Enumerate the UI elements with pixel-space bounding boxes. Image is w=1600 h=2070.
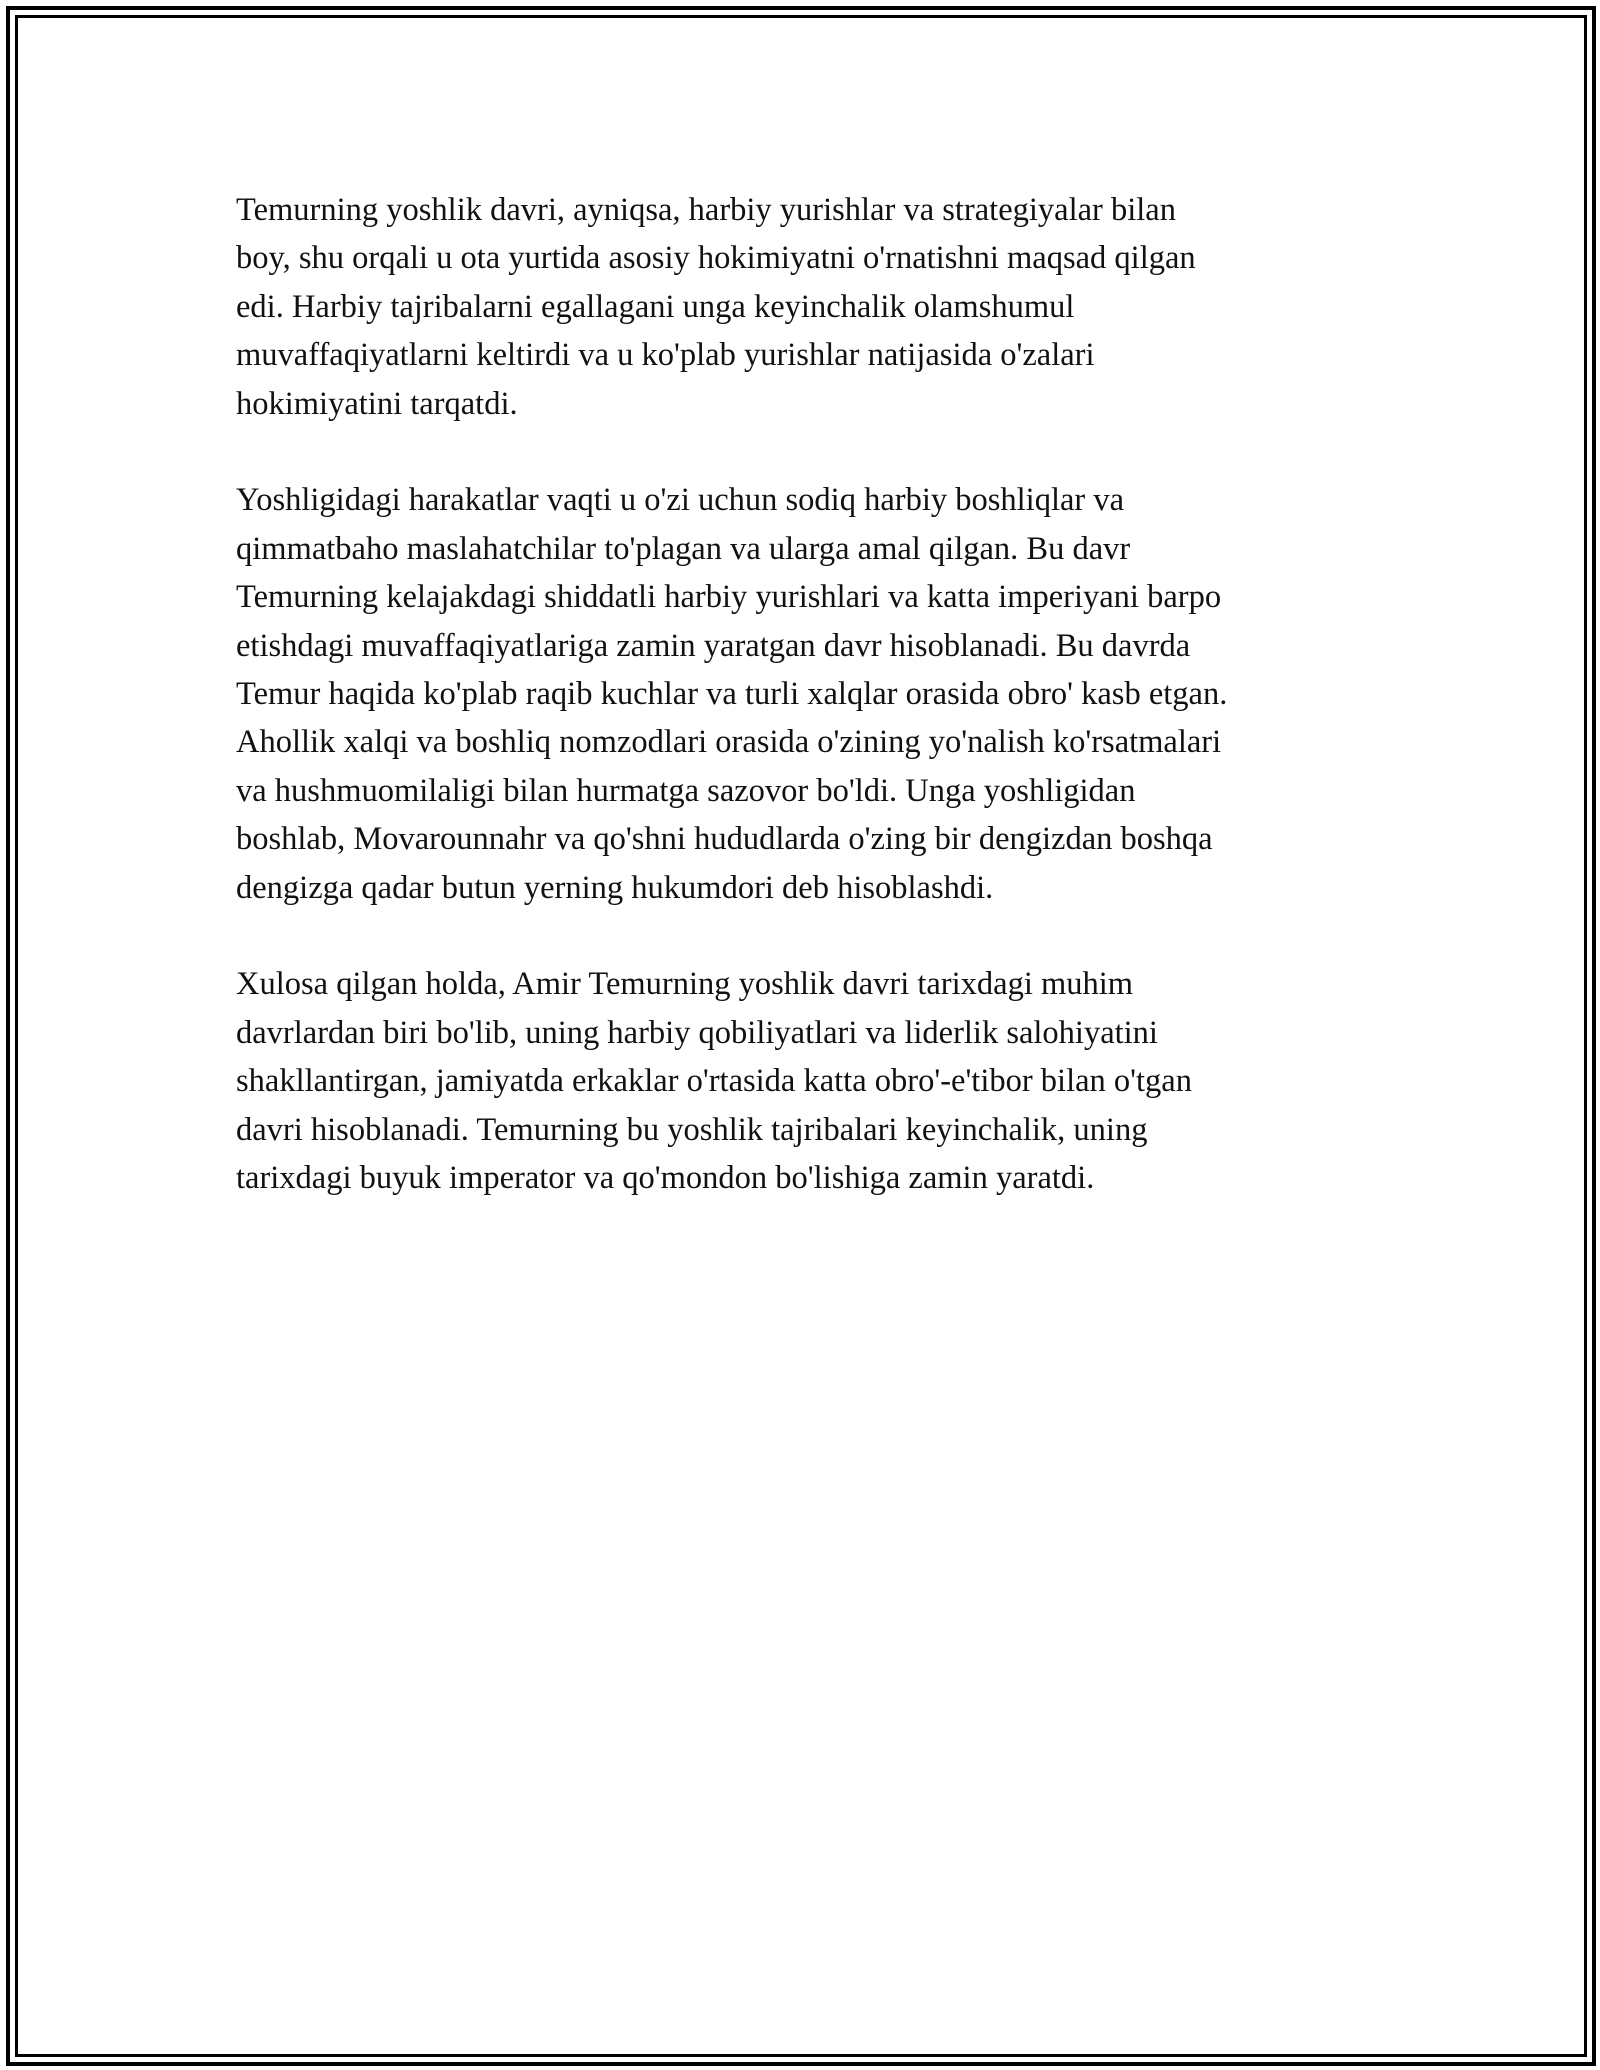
paragraph-1: Temurning yoshlik davri, ayniqsa, harbiy yurishlar va strategiyalar bilan boy, shu orqali u ota yurtida asosiy hokimiyatni o'rnatishni maqsad qilgan edi. Harbiy tajribalarni egallagani unga keyinchalik olamshumul muvaffaqiyatlarni keltirdi va u ko'plab yurishlar natijasida o'zalari hokimiyatini tarqatdi. [236, 192, 1196, 422]
paragraph-2: Yoshligidagi harakatlar vaqti u o'zi uchun sodiq harbiy boshliqlar va qimmatbaho maslahatchilar to'plagan va ularga amal qilgan. Bu davr Temurning kelajakdagi shiddatli harbiy yurishlari va katta imperiyani barpo etishdagi muvaffaqiyatlariga zamin yaratgan davr hisoblanadi. Bu davrda Temur haqida ko'plab raqib kuchlar va turli xalqlar orasida obro' kasb etgan. Ahollik xalqi va boshliq nomzodlari orasida o'zining yo'nalish ko'rsatmalari va hushmuomilaligi bilan hurmatga sazovor bo'ldi. Unga yoshligidan boshlab, Movarounnahr va qo'shni hududlarda o'zing bir dengizdan boshqa dengizga qadar butun yerning hukumdori deb hisoblashdi. [236, 482, 1228, 906]
paragraph-3: Xulosa qilgan holda, Amir Temurning yoshlik davri tarixdagi muhim davrlardan biri bo'lib, uning harbiy qobiliyatlari va liderlik salohiyatini shakllantirgan, jamiyatda erkaklar o'rtasida katta obro'-e'tibor bilan o'tgan davri hisoblanadi. Temurning bu yoshlik tajribalari keyinchalik, uning tarixdagi buyuk imperator va qo'mondon bo'lishiga zamin yaratdi. [236, 966, 1192, 1197]
document-body [236, 186, 1366, 1251]
